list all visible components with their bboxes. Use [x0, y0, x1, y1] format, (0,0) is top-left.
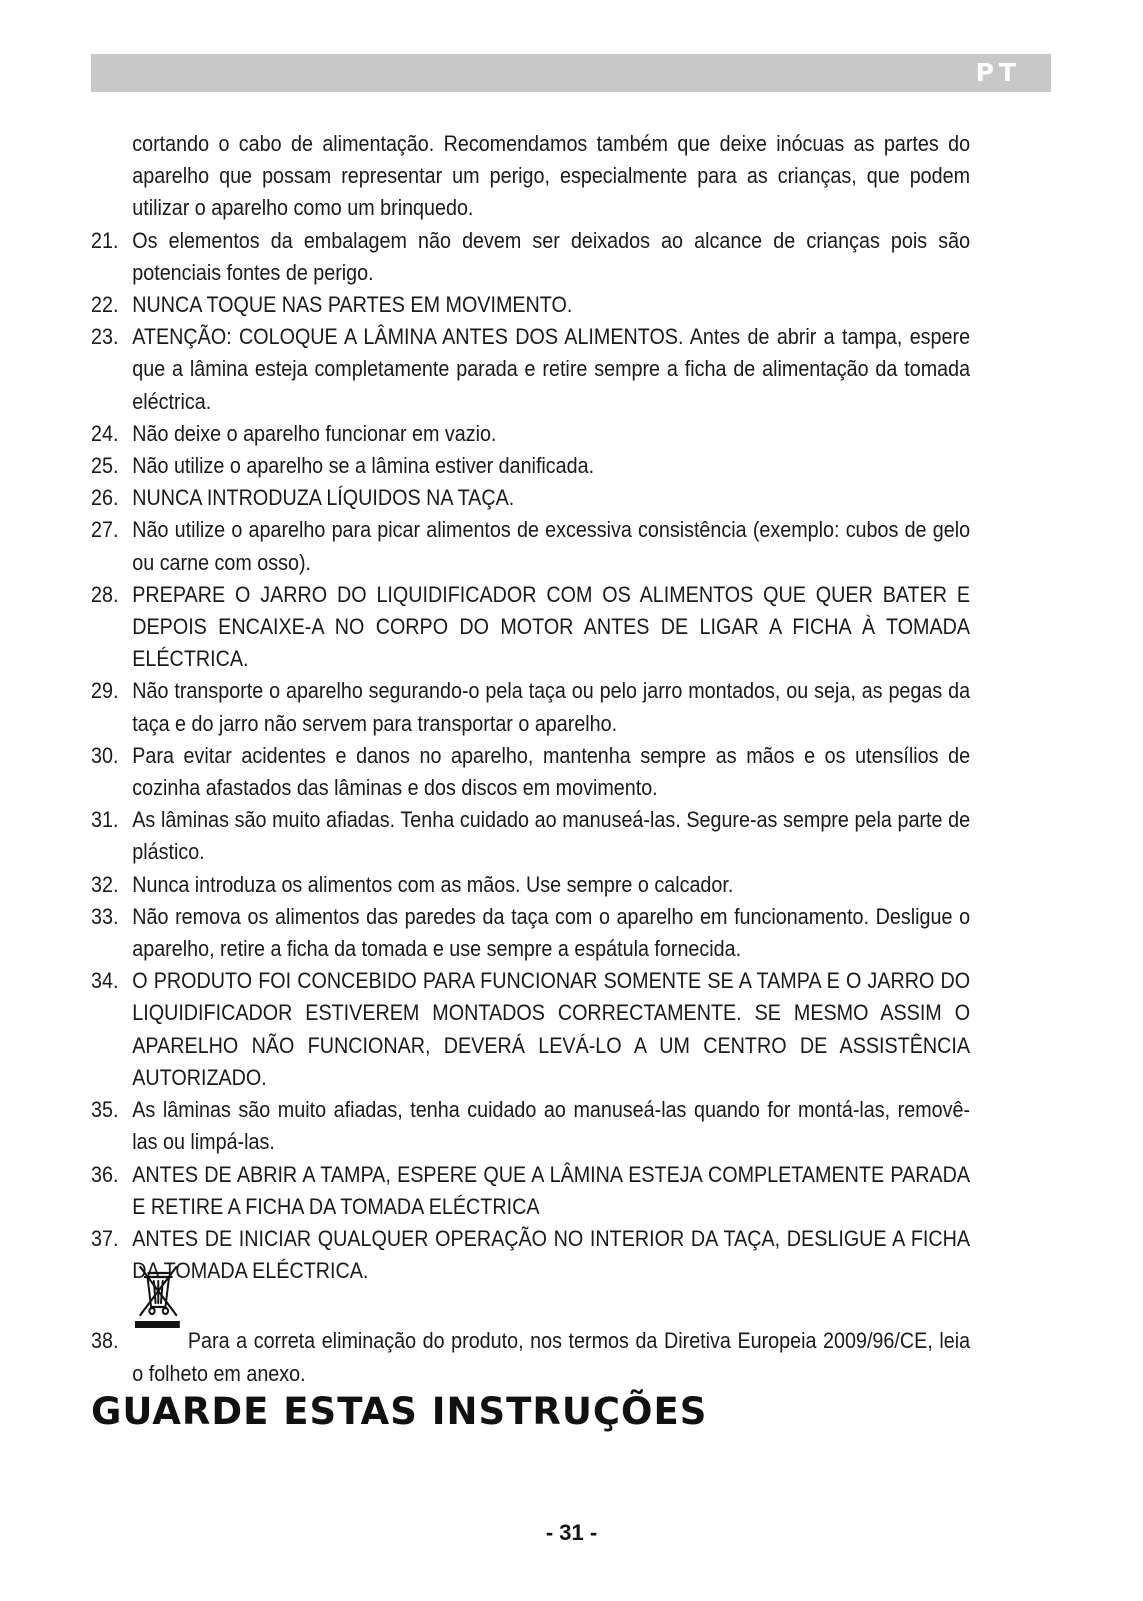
list-item — [91, 418, 970, 450]
item-text: O PRODUTO FOI CONCEBIDO PARA FUNCIONAR SOMENTE SE A TAMPA E O JARRO DO LIQUIDIFICADOR ESTIVEREM MONTADOS CORRECTAMENTE. SE MESMO ASSIM O APARELHO NÃO FUNCIONAR, DEVERÁ LEVÁ-LO A UM CENTRO DE ASSISTÊNCIA AUTORIZADO. — [132, 968, 971, 1090]
list-item — [91, 321, 970, 418]
item-number: 21. — [91, 227, 119, 253]
list-item — [91, 869, 970, 901]
item-number: 29. — [91, 678, 119, 704]
item-number: 26. — [91, 485, 119, 511]
list-item — [91, 1223, 970, 1287]
item-number: 37. — [91, 1225, 119, 1251]
item-number: 30. — [91, 742, 119, 768]
list-item — [91, 482, 970, 514]
item-text: Para a correta eliminação do produto, nos termos da Diretiva Europeia 2009/96/CE, leia o folheto em anexo. — [132, 1328, 971, 1386]
item-text-wrap — [132, 1325, 970, 1389]
item-number: 25. — [91, 453, 119, 479]
item-number: 23. — [91, 324, 119, 350]
item-number: 22. — [91, 292, 119, 318]
save-instructions-title: GUARDE ESTAS INSTRUÇÕES — [91, 1390, 708, 1433]
list-item — [91, 225, 970, 289]
item-text: ANTES DE ABRIR A TAMPA, ESPERE QUE A LÂMINA ESTEJA COMPLETAMENTE PARADA E RETIRE A FICHA DA TOMADA ELÉCTRICA — [132, 1161, 971, 1219]
item-text: Nunca introduza os alimentos com as mãos. Use sempre o calcador. — [132, 871, 734, 897]
item-number: 31. — [91, 807, 119, 833]
instructions-content — [91, 128, 970, 1390]
item-number: 38. — [91, 1328, 119, 1354]
item-text: NUNCA TOQUE NAS PARTES EM MOVIMENTO. — [132, 292, 573, 318]
item-text: Não remova os alimentos das paredes da taça com o aparelho em funcionamento. Desligue o aparelho, retire a ficha da tomada e use sempre a espátula fornecida. — [132, 903, 971, 962]
header-bar — [91, 54, 1051, 92]
item-text: Não transporte o aparelho segurando-o pela taça ou pelo jarro montados, ou seja, as pegas da taça e do jarro não servem para transportar o aparelho. — [132, 678, 971, 736]
list-item — [91, 450, 970, 482]
item-text: Para evitar acidentes e danos no aparelho, mantenha sempre as mãos e os utensílios de cozinha afastados das lâminas e dos discos em movimento. — [132, 742, 971, 801]
list-item — [91, 514, 970, 578]
item-number: 35. — [91, 1097, 119, 1123]
item-text: Não deixe o aparelho funcionar em vazio. — [132, 420, 497, 446]
item-number: 28. — [91, 581, 119, 607]
list-item — [91, 579, 970, 676]
item-text: Não utilize o aparelho se a lâmina estiver danificada. — [132, 453, 595, 479]
item-text: PREPARE O JARRO DO LIQUIDIFICADOR COM OS ALIMENTOS QUE QUER BATER E DEPOIS ENCAIXE-A NO CORPO DO MOTOR ANTES DE LIGAR A FICHA À TOMADA ELÉCTRICA. — [132, 581, 971, 672]
item-number: 34. — [91, 968, 119, 994]
item-text: NUNCA INTRODUZA LÍQUIDOS NA TAÇA. — [132, 485, 515, 511]
item-text: As lâminas são muito afiadas. Tenha cuidado ao manuseá-las. Segure-as sempre pela parte de plástico. — [132, 807, 971, 865]
list-item — [91, 804, 970, 868]
item-number: 33. — [91, 903, 119, 929]
item-number: 27. — [91, 517, 119, 543]
item-number: 32. — [91, 871, 119, 897]
item-text: As lâminas são muito afiadas, tenha cuidado ao manuseá-las quando for montá-las, removê-las ou limpá-las. — [132, 1097, 971, 1155]
item-text: ATENÇÃO: COLOQUE A LÂMINA ANTES DOS ALIMENTOS. Antes de abrir a tampa, espere que a lâmina esteja completamente parada e retire sempre a ficha de alimentação da tomada eléctrica. — [132, 324, 971, 414]
intro-paragraph: cortando o cabo de alimentação. Recomendamos também que deixe inócuas as partes do aparelho que possam representar um perigo, especialmente para as crianças, que podem utilizar o aparelho como um brinquedo. — [132, 131, 971, 221]
item-text: Não utilize o aparelho para picar alimentos de excessiva consistência (exemplo: cubos de gelo ou carne com osso). — [132, 517, 971, 575]
list-item — [91, 740, 970, 804]
list-item-disposal — [91, 1325, 970, 1389]
list-item — [91, 1094, 970, 1158]
list-item — [91, 289, 970, 321]
list-item — [91, 901, 970, 965]
item-text: Os elementos da embalagem não devem ser deixados ao alcance de crianças pois são potenciais fontes de perigo. — [132, 227, 971, 285]
item-number: 36. — [91, 1161, 119, 1187]
list-item — [91, 675, 970, 739]
list-item — [91, 1159, 970, 1223]
page-number: - 31 - — [545, 1520, 598, 1545]
item-number: 24. — [91, 420, 119, 446]
language-code: PT — [975, 58, 1021, 87]
list-item — [91, 965, 970, 1094]
item-text: ANTES DE INICIAR QUALQUER OPERAÇÃO NO INTERIOR DA TAÇA, DESLIGUE A FICHA DA TOMADA ELÉCTRICA. — [132, 1225, 971, 1284]
weee-crossed-bin-icon — [132, 1263, 182, 1329]
